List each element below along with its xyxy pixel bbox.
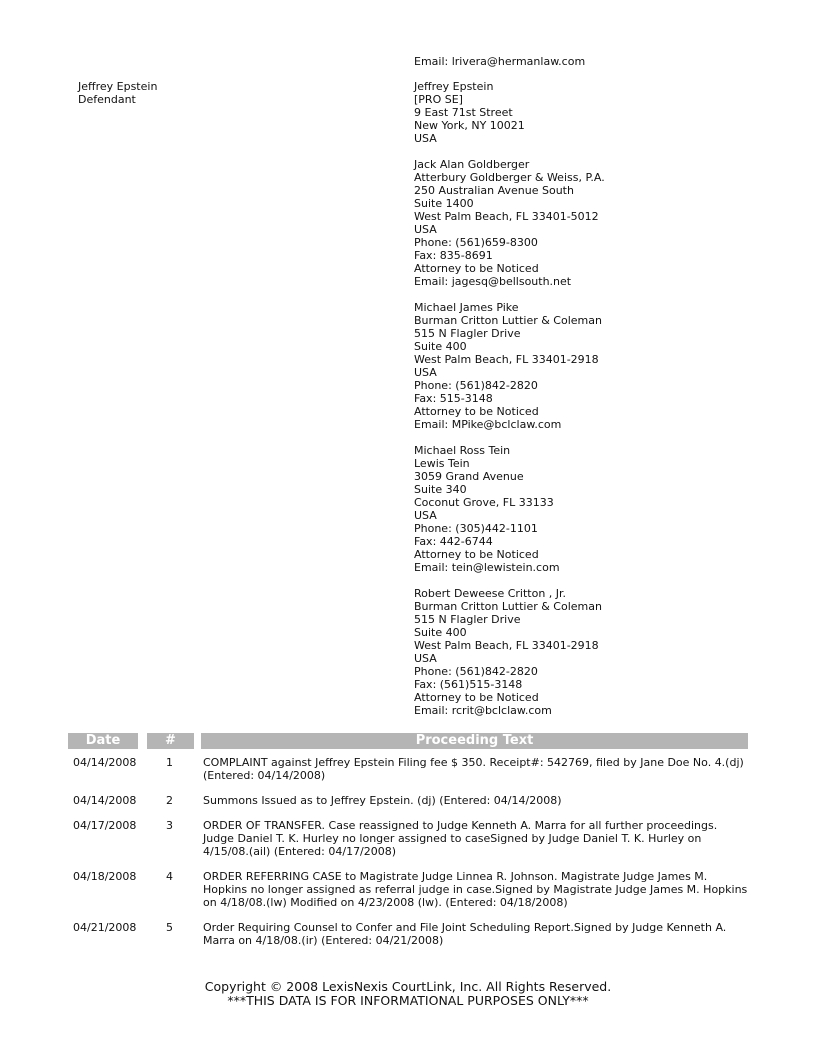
entry-date: 04/21/2008 <box>73 921 137 934</box>
attorney-detail-line: Email: MPike@bclclaw.com <box>414 418 562 431</box>
attorney-detail-line: 250 Australian Avenue South <box>414 184 574 197</box>
attorney-detail-line: Suite 340 <box>414 483 467 496</box>
attorney-detail-line: Email: rcrit@bclclaw.com <box>414 704 552 717</box>
attorney-detail-line: 515 N Flagler Drive <box>414 327 521 340</box>
entry-proceeding-text <box>203 794 751 807</box>
proceeding-text-line: 4/15/08.(ail) (Entered: 04/17/2008) <box>203 845 397 858</box>
attorney-block <box>414 444 794 574</box>
attorney-detail-line: West Palm Beach, FL 33401-2918 <box>414 639 599 652</box>
proceeding-text-line: Judge Daniel T. K. Hurley no longer assigned to caseSigned by Judge Daniel T. K. Hurley on <box>203 832 702 845</box>
attorney-detail-line: Attorney to be Noticed <box>414 548 539 561</box>
attorney-detail-line: West Palm Beach, FL 33401-2918 <box>414 353 599 366</box>
attorney-detail-line: West Palm Beach, FL 33401-5012 <box>414 210 599 223</box>
attorney-list <box>414 80 794 730</box>
attorney-detail-line: 515 N Flagler Drive <box>414 613 521 626</box>
entry-number: 2 <box>166 794 173 807</box>
attorney-detail-line: Phone: (561)659-8300 <box>414 236 538 249</box>
entry-number: 3 <box>166 819 173 832</box>
proceeding-text-line: (Entered: 04/14/2008) <box>203 769 326 782</box>
party-role: Defendant <box>78 93 136 106</box>
attorney-detail-line: USA <box>414 652 437 665</box>
attorney-name: Robert Deweese Critton , Jr. <box>414 587 567 600</box>
entry-date: 04/14/2008 <box>73 756 137 769</box>
attorney-detail-line: Suite 400 <box>414 626 467 639</box>
attorney-detail-line: Fax: 442-6744 <box>414 535 493 548</box>
attorney-detail-line: Burman Critton Luttier & Coleman <box>414 314 602 327</box>
attorney-detail-line: Phone: (561)842-2820 <box>414 379 538 392</box>
attorney-detail-line: [PRO SE] <box>414 93 463 106</box>
top-email: Email: lrivera@hermanlaw.com <box>414 55 586 68</box>
attorney-detail-line: Suite 400 <box>414 340 467 353</box>
attorney-detail-line: Fax: 515-3148 <box>414 392 493 405</box>
attorney-detail-line: Email: tein@lewistein.com <box>414 561 560 574</box>
attorney-detail-line: 9 East 71st Street <box>414 106 513 119</box>
entry-number: 5 <box>166 921 173 934</box>
attorney-detail-line: USA <box>414 223 437 236</box>
proceeding-text-line: COMPLAINT against Jeffrey Epstein Filing fee $ 350. Receipt#: 542769, filed by Jane Doe No. 4.(dj) <box>203 756 744 769</box>
attorney-detail-line: Attorney to be Noticed <box>414 262 539 275</box>
attorney-detail-line: Lewis Tein <box>414 457 470 470</box>
proceeding-text-line: Marra on 4/18/08.(ir) (Entered: 04/21/2008) <box>203 934 444 947</box>
attorney-detail-line: New York, NY 10021 <box>414 119 525 132</box>
entry-number: 4 <box>166 870 173 883</box>
disclaimer-notice: ***THIS DATA IS FOR INFORMATIONAL PURPOSES ONLY*** <box>227 993 589 1008</box>
attorney-block <box>414 158 794 288</box>
attorney-detail-line: Burman Critton Luttier & Coleman <box>414 600 602 613</box>
attorney-name: Michael James Pike <box>414 301 519 314</box>
attorney-block <box>414 587 794 717</box>
attorney-name: Michael Ross Tein <box>414 444 511 457</box>
attorney-detail-line: Attorney to be Noticed <box>414 405 539 418</box>
attorney-block <box>414 301 794 431</box>
entry-proceeding-text <box>203 756 751 782</box>
entry-proceeding-text <box>203 870 751 909</box>
attorney-detail-line: Suite 1400 <box>414 197 474 210</box>
header-proceeding-text: Proceeding Text <box>201 733 748 749</box>
proceeding-text-line: Hopkins no longer assigned as referral judge in case.Signed by Magistrate Judge James M. Hopkins <box>203 883 748 896</box>
entry-proceeding-text <box>203 921 751 947</box>
attorney-detail-line: USA <box>414 366 437 379</box>
attorney-detail-line: USA <box>414 509 437 522</box>
attorney-detail-line: Fax: 835-8691 <box>414 249 493 262</box>
entry-proceeding-text <box>203 819 751 858</box>
proceeding-text-line: ORDER REFERRING CASE to Magistrate Judge Linnea R. Johnson. Magistrate Judge James M. <box>203 870 708 883</box>
header-date: Date <box>68 733 138 749</box>
proceeding-text-line: ORDER OF TRANSFER. Case reassigned to Judge Kenneth A. Marra for all further proceedings. <box>203 819 718 832</box>
header-number: # <box>147 733 194 749</box>
attorney-block <box>414 80 794 145</box>
attorney-detail-line: Coconut Grove, FL 33133 <box>414 496 554 509</box>
attorney-detail-line: Atterbury Goldberger & Weiss, P.A. <box>414 171 605 184</box>
proceeding-text-line: Order Requiring Counsel to Confer and File Joint Scheduling Report.Signed by Judge Kenneth A. <box>203 921 727 934</box>
entry-date: 04/17/2008 <box>73 819 137 832</box>
attorney-detail-line: Attorney to be Noticed <box>414 691 539 704</box>
party-block <box>78 80 157 106</box>
proceeding-text-line: Summons Issued as to Jeffrey Epstein. (dj) (Entered: 04/14/2008) <box>203 794 562 807</box>
attorney-detail-line: Fax: (561)515-3148 <box>414 678 523 691</box>
proceeding-text-line: on 4/18/08.(lw) Modified on 4/23/2008 (lw). (Entered: 04/18/2008) <box>203 896 568 909</box>
entry-date: 04/18/2008 <box>73 870 137 883</box>
attorney-detail-line: Email: jagesq@bellsouth.net <box>414 275 572 288</box>
attorney-detail-line: Phone: (561)842-2820 <box>414 665 538 678</box>
attorney-name: Jack Alan Goldberger <box>414 158 530 171</box>
copyright-notice: Copyright © 2008 LexisNexis CourtLink, Inc. All Rights Reserved. <box>204 979 612 994</box>
entry-number: 1 <box>166 756 173 769</box>
attorney-detail-line: Phone: (305)442-1101 <box>414 522 538 535</box>
attorney-detail-line: 3059 Grand Avenue <box>414 470 524 483</box>
party-name: Jeffrey Epstein <box>78 80 158 93</box>
attorney-name: Jeffrey Epstein <box>414 80 494 93</box>
attorney-detail-line: USA <box>414 132 437 145</box>
entry-date: 04/14/2008 <box>73 794 137 807</box>
footer <box>0 980 816 1008</box>
